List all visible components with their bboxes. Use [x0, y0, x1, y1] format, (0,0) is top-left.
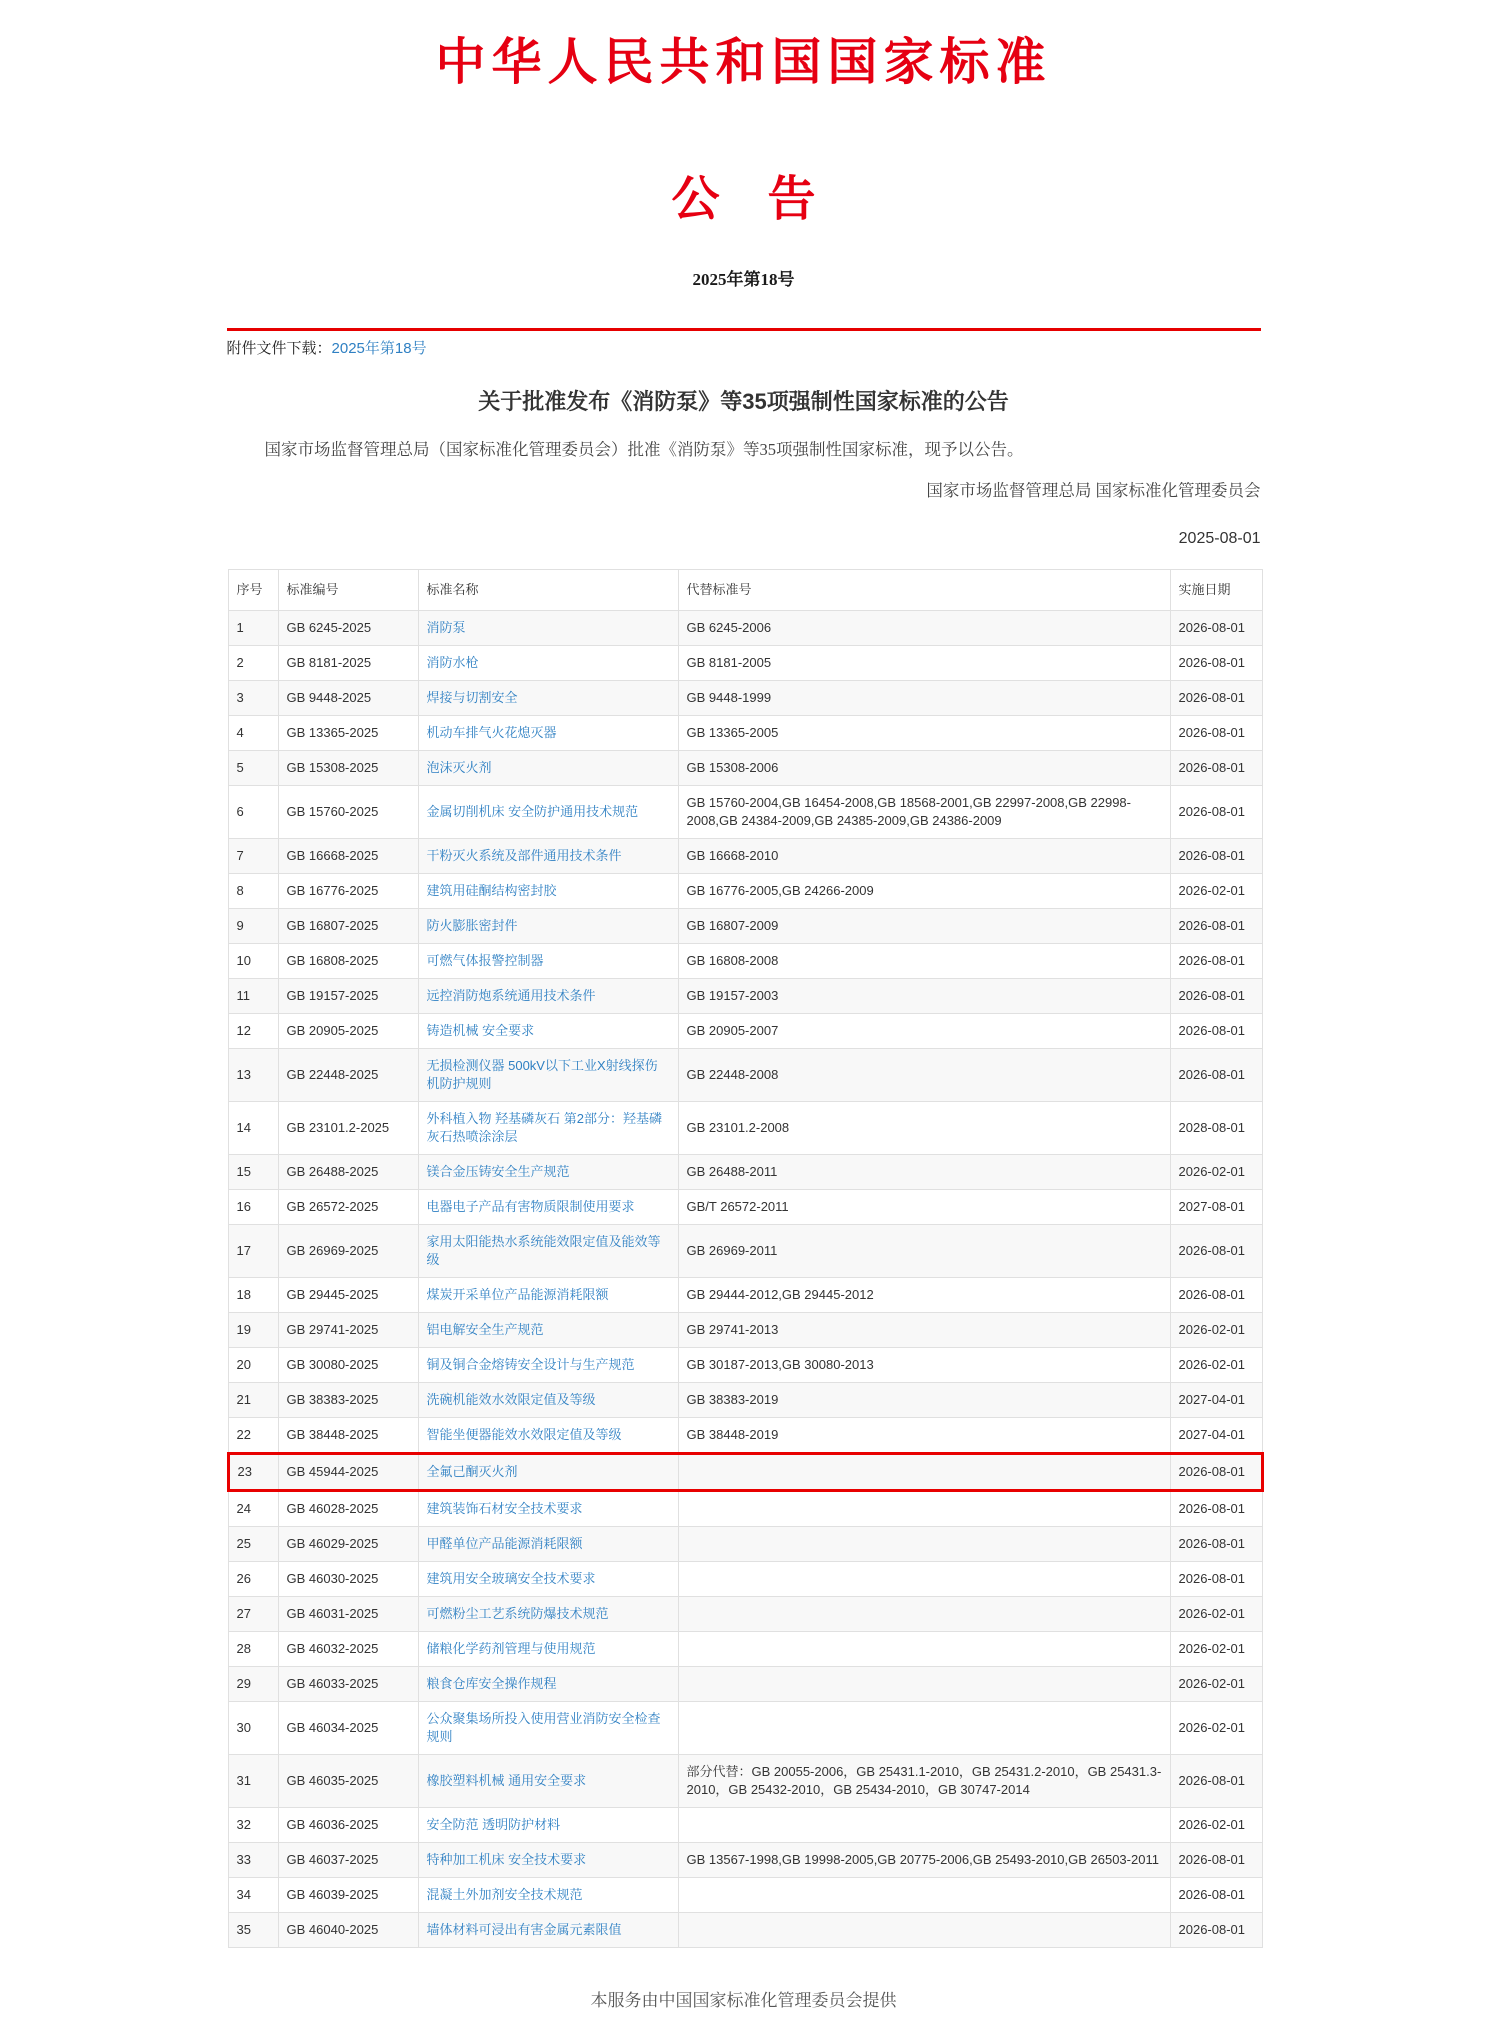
cell-replaced-standards: GB 8181-2005	[678, 646, 1170, 681]
cell-standard-name	[418, 1225, 678, 1278]
cell-standard-name	[418, 1418, 678, 1454]
cell-standard-code: GB 26488-2025	[278, 1155, 418, 1190]
cell-serial-number: 15	[228, 1155, 278, 1190]
cell-standard-name	[418, 909, 678, 944]
cell-replaced-standards	[678, 1667, 1170, 1702]
cell-replaced-standards	[678, 1913, 1170, 1948]
cell-implementation-date: 2026-08-01	[1170, 1843, 1262, 1878]
cell-replaced-standards: GB 13365-2005	[678, 716, 1170, 751]
table-row	[228, 1454, 1262, 1491]
standard-name-link[interactable]: 墙体材料可浸出有害金属元素限值	[426, 1922, 622, 1938]
cell-implementation-date: 2026-08-01	[1170, 1278, 1262, 1313]
standard-name-link[interactable]: 铜及铜合金熔铸安全设计与生产规范	[426, 1357, 635, 1373]
standard-name-link[interactable]: 建筑装饰石材安全技术要求	[426, 1501, 583, 1517]
cell-replaced-standards	[678, 1562, 1170, 1597]
cell-replaced-standards: GB 38383-2019	[678, 1383, 1170, 1418]
cell-replaced-standards	[678, 1491, 1170, 1527]
cell-standard-name	[418, 1155, 678, 1190]
cell-serial-number: 4	[228, 716, 278, 751]
standard-name-link[interactable]: 甲醛单位产品能源消耗限额	[426, 1536, 583, 1552]
cell-standard-code: GB 46037-2025	[278, 1843, 418, 1878]
cell-replaced-standards: GB 23101.2-2008	[678, 1102, 1170, 1155]
cell-standard-code: GB 46031-2025	[278, 1597, 418, 1632]
table-row	[228, 1014, 1262, 1049]
cell-replaced-standards: 部分代替：GB 20055-2006，GB 25431.1-2010，GB 25431.2-2010，GB 25431.3-2010，GB 25432-2010，GB 25434-2010，GB 30747-2014	[678, 1755, 1170, 1808]
table-row	[228, 1562, 1262, 1597]
cell-standard-code: GB 22448-2025	[278, 1049, 418, 1102]
cell-serial-number: 31	[228, 1755, 278, 1808]
table-row	[228, 1878, 1262, 1913]
standard-name-link[interactable]: 镁合金压铸安全生产规范	[426, 1164, 570, 1180]
cell-replaced-standards: GB 30187-2013,GB 30080-2013	[678, 1348, 1170, 1383]
cell-implementation-date: 2026-02-01	[1170, 1808, 1262, 1843]
standard-name-link[interactable]: 智能坐便器能效水效限定值及等级	[426, 1427, 622, 1443]
cell-serial-number: 7	[228, 839, 278, 874]
cell-serial-number: 18	[228, 1278, 278, 1313]
table-row	[228, 646, 1262, 681]
table-row	[228, 751, 1262, 786]
standard-name-link[interactable]: 可燃粉尘工艺系统防爆技术规范	[426, 1606, 609, 1622]
cell-replaced-standards	[678, 1527, 1170, 1562]
cell-standard-name	[418, 1913, 678, 1948]
cell-standard-name	[418, 681, 678, 716]
cell-serial-number: 6	[228, 786, 278, 839]
standard-name-link[interactable]: 粮食仓库安全操作规程	[426, 1676, 557, 1692]
cell-implementation-date: 2026-08-01	[1170, 1454, 1262, 1491]
cell-serial-number: 2	[228, 646, 278, 681]
table-row	[228, 1278, 1262, 1313]
cell-standard-name	[418, 1702, 678, 1755]
cell-standard-name	[418, 1049, 678, 1102]
standard-name-link[interactable]: 建筑用安全玻璃安全技术要求	[426, 1571, 596, 1587]
standard-name-link[interactable]: 防火膨胀密封件	[426, 918, 518, 934]
cell-serial-number: 23	[228, 1454, 278, 1491]
cell-standard-code: GB 30080-2025	[278, 1348, 418, 1383]
cell-standard-code: GB 46040-2025	[278, 1913, 418, 1948]
cell-replaced-standards: GB 16776-2005,GB 24266-2009	[678, 874, 1170, 909]
standard-name-link[interactable]: 储粮化学药剂管理与使用规范	[426, 1641, 596, 1657]
cell-replaced-standards: GB 15760-2004,GB 16454-2008,GB 18568-2001,GB 22997-2008,GB 22998-2008,GB 24384-2009,GB 24385-2009,GB 24386-2009	[678, 786, 1170, 839]
cell-standard-name	[418, 1878, 678, 1913]
standard-name-link[interactable]: 建筑用硅酮结构密封胶	[426, 883, 557, 899]
table-row	[228, 1808, 1262, 1843]
cell-standard-code: GB 19157-2025	[278, 979, 418, 1014]
page-title: 中华人民共和国国家标准	[435, 34, 1052, 90]
standard-name-link[interactable]: 公众聚集场所投入使用营业消防安全检查规则	[426, 1711, 661, 1745]
issue-date: 2025-08-01	[1178, 530, 1261, 548]
cell-standard-name	[418, 786, 678, 839]
cell-replaced-standards	[678, 1632, 1170, 1667]
standard-name-link[interactable]: 泡沫灭火剂	[426, 760, 492, 776]
standard-name-link[interactable]: 特种加工机床 安全技术要求	[426, 1852, 587, 1868]
cell-serial-number: 24	[228, 1491, 278, 1527]
cell-standard-code: GB 46035-2025	[278, 1755, 418, 1808]
cell-implementation-date: 2026-02-01	[1170, 874, 1262, 909]
table-row	[228, 1913, 1262, 1948]
cell-standard-code: GB 38448-2025	[278, 1418, 418, 1454]
cell-standard-name	[418, 751, 678, 786]
cell-implementation-date: 2026-08-01	[1170, 1527, 1262, 1562]
table-row	[228, 1049, 1262, 1102]
cell-implementation-date: 2026-02-01	[1170, 1155, 1262, 1190]
cell-serial-number: 14	[228, 1102, 278, 1155]
table-row	[228, 1313, 1262, 1348]
cell-standard-code: GB 16808-2025	[278, 944, 418, 979]
cell-implementation-date: 2026-02-01	[1170, 1702, 1262, 1755]
cell-standard-code: GB 16807-2025	[278, 909, 418, 944]
issue-number: 2025年第18号	[692, 270, 795, 290]
cell-implementation-date: 2026-08-01	[1170, 839, 1262, 874]
cell-serial-number: 3	[228, 681, 278, 716]
table-row	[228, 1418, 1262, 1454]
standard-name-link[interactable]: 混凝土外加剂安全技术规范	[426, 1887, 583, 1903]
cell-serial-number: 20	[228, 1348, 278, 1383]
table-row	[228, 1383, 1262, 1418]
cell-serial-number: 33	[228, 1843, 278, 1878]
cell-serial-number: 19	[228, 1313, 278, 1348]
cell-standard-code: GB 13365-2025	[278, 716, 418, 751]
cell-standard-name	[418, 839, 678, 874]
cell-standard-name	[418, 1014, 678, 1049]
cell-standard-name	[418, 1454, 678, 1491]
column-header-name: 标准名称	[418, 570, 678, 611]
standard-name-link[interactable]: 铝电解安全生产规范	[426, 1322, 544, 1338]
notice-body: 国家市场监督管理总局（国家标准化管理委员会）批准《消防泵》等35项强制性国家标准，现予以公告。	[264, 440, 1024, 460]
standard-name-link[interactable]: 无损检测仪器 500kV以下工业X射线探伤机防护规则	[426, 1058, 658, 1092]
cell-standard-name	[418, 1597, 678, 1632]
cell-standard-code: GB 46028-2025	[278, 1491, 418, 1527]
cell-serial-number: 29	[228, 1667, 278, 1702]
cell-standard-code: GB 16776-2025	[278, 874, 418, 909]
cell-standard-name	[418, 874, 678, 909]
table-row	[228, 874, 1262, 909]
table-row	[228, 611, 1262, 646]
cell-serial-number: 8	[228, 874, 278, 909]
cell-implementation-date: 2026-02-01	[1170, 1348, 1262, 1383]
cell-standard-name	[418, 1278, 678, 1313]
cell-implementation-date: 2026-08-01	[1170, 646, 1262, 681]
cell-replaced-standards: GB 6245-2006	[678, 611, 1170, 646]
cell-standard-name	[418, 611, 678, 646]
table-row	[228, 1527, 1262, 1562]
cell-implementation-date: 2026-02-01	[1170, 1313, 1262, 1348]
cell-implementation-date: 2027-08-01	[1170, 1190, 1262, 1225]
cell-implementation-date: 2026-08-01	[1170, 979, 1262, 1014]
cell-implementation-date: 2026-02-01	[1170, 1597, 1262, 1632]
cell-serial-number: 22	[228, 1418, 278, 1454]
attachment-label: 附件文件下载：	[226, 340, 332, 358]
cell-serial-number: 35	[228, 1913, 278, 1948]
cell-implementation-date: 2026-08-01	[1170, 786, 1262, 839]
cell-serial-number: 13	[228, 1049, 278, 1102]
cell-standard-name	[418, 1190, 678, 1225]
cell-standard-name	[418, 979, 678, 1014]
cell-implementation-date: 2027-04-01	[1170, 1418, 1262, 1454]
cell-replaced-standards: GB 22448-2008	[678, 1049, 1170, 1102]
cell-implementation-date: 2026-08-01	[1170, 1913, 1262, 1948]
cell-implementation-date: 2026-08-01	[1170, 1755, 1262, 1808]
notice-title: 关于批准发布《消防泵》等35项强制性国家标准的公告	[478, 389, 1009, 415]
table-row	[228, 1667, 1262, 1702]
cell-implementation-date: 2026-08-01	[1170, 751, 1262, 786]
cell-serial-number: 28	[228, 1632, 278, 1667]
table-row	[228, 944, 1262, 979]
cell-serial-number: 32	[228, 1808, 278, 1843]
cell-replaced-standards	[678, 1878, 1170, 1913]
cell-serial-number: 17	[228, 1225, 278, 1278]
cell-standard-code: GB 15760-2025	[278, 786, 418, 839]
cell-serial-number: 5	[228, 751, 278, 786]
standard-name-link[interactable]: 电器电子产品有害物质限制使用要求	[426, 1199, 635, 1215]
cell-implementation-date: 2026-08-01	[1170, 1562, 1262, 1597]
cell-implementation-date: 2026-08-01	[1170, 1049, 1262, 1102]
standards-table-body	[228, 611, 1262, 1948]
cell-serial-number: 21	[228, 1383, 278, 1418]
cell-standard-code: GB 8181-2025	[278, 646, 418, 681]
cell-standard-name	[418, 1562, 678, 1597]
table-row	[228, 979, 1262, 1014]
cell-replaced-standards: GB/T 26572-2011	[678, 1190, 1170, 1225]
standard-name-link[interactable]: 消防泵	[426, 620, 466, 636]
standard-name-link[interactable]: 外科植入物 羟基磷灰石 第2部分：羟基磷灰石热喷涂涂层	[426, 1111, 662, 1145]
cell-replaced-standards	[678, 1702, 1170, 1755]
cell-implementation-date: 2026-08-01	[1170, 909, 1262, 944]
standard-name-link[interactable]: 机动车排气火花熄灭器	[426, 725, 557, 741]
cell-replaced-standards	[678, 1454, 1170, 1491]
cell-implementation-date: 2026-08-01	[1170, 611, 1262, 646]
cell-standard-name	[418, 1808, 678, 1843]
cell-replaced-standards: GB 16808-2008	[678, 944, 1170, 979]
cell-implementation-date: 2026-08-01	[1170, 1225, 1262, 1278]
table-row	[228, 1225, 1262, 1278]
cell-serial-number: 1	[228, 611, 278, 646]
standard-name-link[interactable]: 安全防范 透明防护材料	[426, 1817, 561, 1833]
cell-serial-number: 11	[228, 979, 278, 1014]
table-row	[228, 786, 1262, 839]
cell-standard-name	[418, 1348, 678, 1383]
cell-replaced-standards: GB 29444-2012,GB 29445-2012	[678, 1278, 1170, 1313]
standards-table	[227, 569, 1264, 1948]
standard-name-link[interactable]: 焊接与切割安全	[426, 690, 518, 706]
cell-implementation-date: 2026-08-01	[1170, 681, 1262, 716]
footer-provider-note: 本服务由中国国家标准化管理委员会提供	[590, 1991, 897, 2011]
cell-standard-code: GB 46036-2025	[278, 1808, 418, 1843]
cell-serial-number: 16	[228, 1190, 278, 1225]
standard-name-link[interactable]: 家用太阳能热水系统能效限定值及能效等级	[426, 1234, 661, 1268]
cell-standard-name	[418, 1755, 678, 1808]
table-header-row	[228, 570, 1262, 611]
cell-standard-name	[418, 1491, 678, 1527]
cell-serial-number: 25	[228, 1527, 278, 1562]
standard-name-link[interactable]: 金属切削机床 安全防护通用技术规范	[426, 804, 639, 820]
cell-implementation-date: 2026-08-01	[1170, 1878, 1262, 1913]
table-row	[228, 1755, 1262, 1808]
cell-standard-name	[418, 1313, 678, 1348]
standard-name-link[interactable]: 洗碗机能效水效限定值及等级	[426, 1392, 596, 1408]
cell-replaced-standards: GB 16668-2010	[678, 839, 1170, 874]
table-row	[228, 1155, 1262, 1190]
table-row	[228, 1491, 1262, 1527]
cell-standard-code: GB 46033-2025	[278, 1667, 418, 1702]
cell-implementation-date: 2027-04-01	[1170, 1383, 1262, 1418]
table-row	[228, 1190, 1262, 1225]
cell-replaced-standards: GB 13567-1998,GB 19998-2005,GB 20775-2006,GB 25493-2010,GB 26503-2011	[678, 1843, 1170, 1878]
standard-name-link[interactable]: 全氟己酮灭火剂	[426, 1464, 518, 1480]
cell-replaced-standards: GB 26488-2011	[678, 1155, 1170, 1190]
cell-standard-name	[418, 716, 678, 751]
cell-standard-name	[418, 1383, 678, 1418]
cell-implementation-date: 2026-08-01	[1170, 944, 1262, 979]
cell-standard-code: GB 46039-2025	[278, 1878, 418, 1913]
cell-serial-number: 26	[228, 1562, 278, 1597]
cell-replaced-standards	[678, 1808, 1170, 1843]
table-row	[228, 1348, 1262, 1383]
attachment-download-link[interactable]: 2025年第18号	[331, 340, 427, 358]
cell-replaced-standards: GB 26969-2011	[678, 1225, 1170, 1278]
table-row	[228, 1102, 1262, 1155]
standard-name-link[interactable]: 煤炭开采单位产品能源消耗限额	[426, 1287, 609, 1303]
cell-serial-number: 34	[228, 1878, 278, 1913]
cell-standard-name	[418, 1667, 678, 1702]
cell-standard-code: GB 29445-2025	[278, 1278, 418, 1313]
standard-name-link[interactable]: 铸造机械 安全要求	[426, 1023, 535, 1039]
column-header-date: 实施日期	[1170, 570, 1262, 611]
cell-standard-name	[418, 1632, 678, 1667]
cell-standard-name	[418, 1843, 678, 1878]
cell-serial-number: 27	[228, 1597, 278, 1632]
cell-standard-code: GB 16668-2025	[278, 839, 418, 874]
cell-serial-number: 10	[228, 944, 278, 979]
issuer-signature: 国家市场监督管理总局 国家标准化管理委员会	[926, 481, 1261, 501]
table-row	[228, 716, 1262, 751]
cell-serial-number: 12	[228, 1014, 278, 1049]
standard-name-link[interactable]: 可燃气体报警控制器	[426, 953, 544, 969]
cell-standard-code: GB 46029-2025	[278, 1527, 418, 1562]
cell-standard-name	[418, 1102, 678, 1155]
cell-implementation-date: 2028-08-01	[1170, 1102, 1262, 1155]
standard-name-link[interactable]: 干粉灭火系统及部件通用技术条件	[426, 848, 622, 864]
table-row	[228, 1843, 1262, 1878]
cell-replaced-standards: GB 15308-2006	[678, 751, 1170, 786]
cell-serial-number: 30	[228, 1702, 278, 1755]
cell-standard-name	[418, 1527, 678, 1562]
cell-standard-name	[418, 646, 678, 681]
cell-serial-number: 9	[228, 909, 278, 944]
cell-standard-code: GB 45944-2025	[278, 1454, 418, 1491]
cell-standard-code: GB 20905-2025	[278, 1014, 418, 1049]
cell-standard-code: GB 29741-2025	[278, 1313, 418, 1348]
cell-replaced-standards: GB 16807-2009	[678, 909, 1170, 944]
announcement-subtitle: 公 告	[671, 173, 816, 226]
attachment-section	[227, 331, 1261, 359]
cell-implementation-date: 2026-02-01	[1170, 1667, 1262, 1702]
table-row	[228, 909, 1262, 944]
column-header-no: 序号	[228, 570, 278, 611]
cell-standard-code: GB 23101.2-2025	[278, 1102, 418, 1155]
cell-replaced-standards	[678, 1597, 1170, 1632]
cell-standard-code: GB 26969-2025	[278, 1225, 418, 1278]
cell-implementation-date: 2026-02-01	[1170, 1632, 1262, 1667]
standard-name-link[interactable]: 消防水枪	[426, 655, 479, 671]
cell-replaced-standards: GB 9448-1999	[678, 681, 1170, 716]
table-row	[228, 1632, 1262, 1667]
column-header-replaces: 代替标准号	[678, 570, 1170, 611]
cell-standard-code: GB 46030-2025	[278, 1562, 418, 1597]
table-row	[228, 681, 1262, 716]
cell-replaced-standards: GB 20905-2007	[678, 1014, 1170, 1049]
standard-name-link[interactable]: 远控消防炮系统通用技术条件	[426, 988, 596, 1004]
cell-implementation-date: 2026-08-01	[1170, 1014, 1262, 1049]
table-row	[228, 1702, 1262, 1755]
cell-implementation-date: 2026-08-01	[1170, 716, 1262, 751]
cell-standard-name	[418, 944, 678, 979]
cell-replaced-standards: GB 38448-2019	[678, 1418, 1170, 1454]
cell-standard-code: GB 38383-2025	[278, 1383, 418, 1418]
cell-implementation-date: 2026-08-01	[1170, 1491, 1262, 1527]
cell-standard-code: GB 15308-2025	[278, 751, 418, 786]
table-row	[228, 839, 1262, 874]
standard-name-link[interactable]: 橡胶塑料机械 通用安全要求	[426, 1773, 587, 1789]
cell-standard-code: GB 6245-2025	[278, 611, 418, 646]
column-header-code: 标准编号	[278, 570, 418, 611]
cell-replaced-standards: GB 29741-2013	[678, 1313, 1170, 1348]
cell-replaced-standards: GB 19157-2003	[678, 979, 1170, 1014]
cell-standard-code: GB 46032-2025	[278, 1632, 418, 1667]
cell-standard-code: GB 26572-2025	[278, 1190, 418, 1225]
table-row	[228, 1597, 1262, 1632]
page-content	[227, 30, 1261, 2031]
cell-standard-code: GB 46034-2025	[278, 1702, 418, 1755]
cell-standard-code: GB 9448-2025	[278, 681, 418, 716]
